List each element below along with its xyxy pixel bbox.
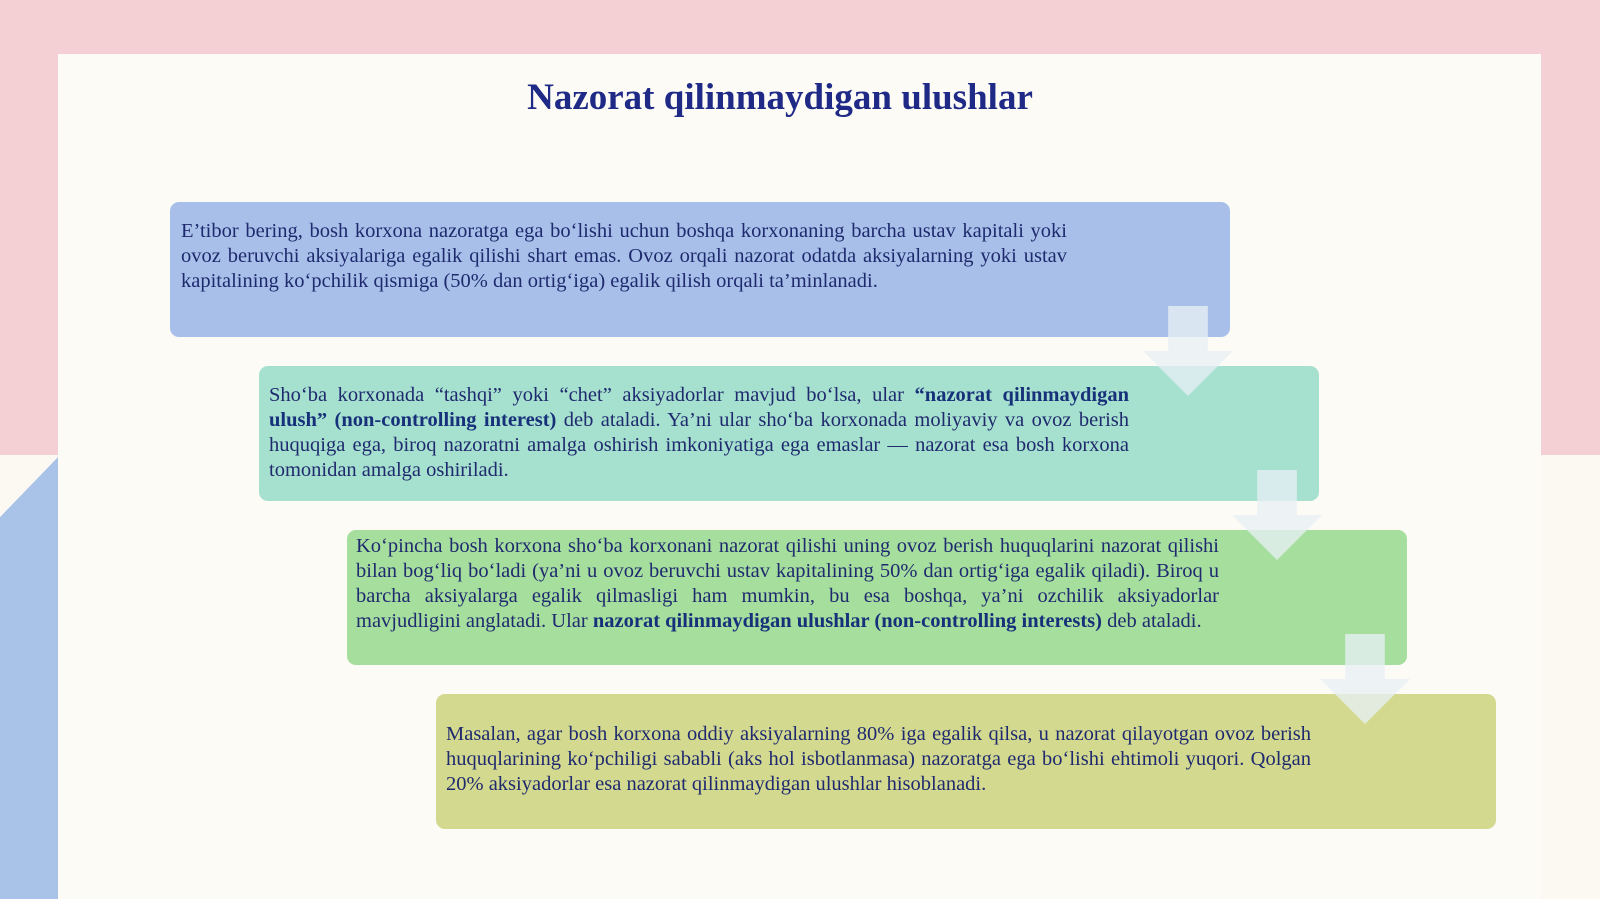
background-left-blue-shape — [0, 455, 60, 899]
text-box-3-text-end: deb ataladi. — [1102, 610, 1202, 632]
text-box-2 — [259, 366, 1319, 501]
text-box-2-highlight: “nazorat qilinmaydigan ulush” (non-controlling interest) — [269, 384, 1129, 431]
slide-title: Nazorat qilinmaydigan ulushlar — [527, 77, 1033, 118]
text-box-2-text — [269, 383, 1129, 483]
text-box-4 — [436, 694, 1496, 829]
text-box-2-text-start: Sho‘ba korxonada “tashqi” yoki “chet” aksiyadorlar mavjud bo‘lsa, ular — [269, 384, 915, 406]
text-box-3-text — [356, 534, 1219, 634]
text-box-1-text: E’tibor bering, bosh korxona nazoratga ega bo‘lishi uchun boshqa korxonaning barcha ustav kapitali yoki ovoz beruvchi aksiyalariga egalik qilishi shart emas. Ovoz orqali nazorat odatda aksiyalarning yoki ustav kapitalining ko‘pchilik qismiga (50% dan ortig‘iga) egalik qilish orqali ta’minlanadi. — [181, 220, 1067, 292]
text-box-4-text: Masalan, agar bosh korxona oddiy aksiyalarning 80% iga egalik qilsa, u nazorat qilayotgan ovoz berish huquqlarining ko‘pchiligi sababli (aks hol isbotlanmasa) nazoratga ega bo‘lishi ehtimoli yuqori. Qolgan 20% aksiyadorlar esa nazorat qilinmaydigan ulushlar hisoblanadi. — [446, 723, 1311, 795]
text-box-3-highlight: nazorat qilinmaydigan ulushlar (non-controlling interests) — [592, 610, 1102, 632]
text-box-1 — [170, 202, 1230, 337]
text-box-3-text-start: Ko‘pincha bosh korxona sho‘ba korxonani nazorat qilishi uning ovoz berish huquqlarini nazorat qilishi bilan bog‘liq bo‘ladi (ya’ni u ovoz beruvchi ustav kapitalining 50% dan ortig‘iga egalik qiladi). Biroq u barcha aksiyalarga egalik qilmasligi ham mumkin, bu esa boshqa, ya’ni ozchilik aksiyadorlar mavjudligini anglatadi. Ular — [356, 535, 1219, 632]
text-box-2-text-end: deb ataladi. Ya’ni ular sho‘ba korxonada moliyaviy va ovoz berish huquqiga ega, biroq nazoratni amalga oshirish imkoniyatiga ega emaslar — nazorat esa bosh korxona tomonidan amalga oshiriladi. — [269, 409, 1129, 481]
text-box-3 — [347, 530, 1407, 665]
